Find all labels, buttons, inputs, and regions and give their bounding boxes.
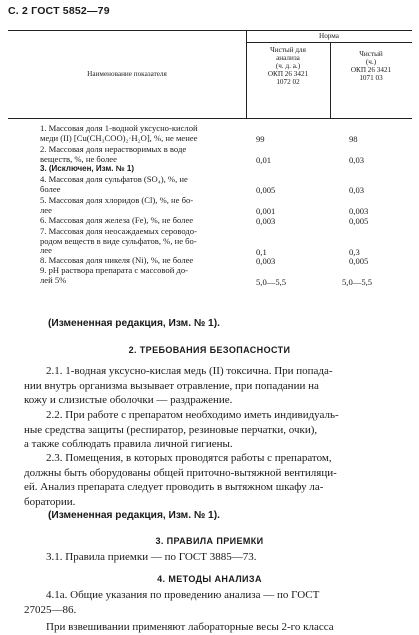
table-row: 2. Массовая доля нерастворимых в воде веществ, %, не более <box>40 144 187 164</box>
col-cda-header: Чистый для анализа (ч. д. а.) ОКП 26 3421 1072 02 <box>267 46 309 86</box>
row-value: 0,003 <box>349 206 369 216</box>
row-value: 0,01 <box>256 155 272 165</box>
paragraph-2-3: 2.3. Помещения, в которых проводятся работы с препаратом, должны быть оборудованы общей приточно-вытяжной вентиляци- ей. Анализ препарата следует проводить в вытяжном шкафу ла- боратории. <box>24 452 337 508</box>
row-value: 99 <box>256 134 265 144</box>
paragraph-3-1: 3.1. Правила приемки — по ГОСТ 3885—73. <box>46 551 257 563</box>
table-row: 8. Массовая доля никеля (Ni), %, не более <box>40 255 194 265</box>
section-4-title: 4. МЕТОДЫ АНАЛИЗА <box>157 574 262 584</box>
row-value: 0,003 <box>256 216 276 226</box>
table-row: 1. Массовая доля 1-водной уксусно-кислой меди (II) [Cu(CH₃COO)₂·H₂O], %, не менее <box>40 123 198 143</box>
paragraph-2-2: 2.2. При работе с препаратом необходимо иметь индивидуаль- ные средства защиты (респиратор, резиновые перчатки, очки), а также соблюдать правила личной гигиены. <box>24 409 339 451</box>
table-row: 7. Массовая доля неосаждаемых сероводо- родом веществ в виде сульфатов, %, не бо- лее <box>40 226 197 256</box>
table-row: 6. Массовая доля железа (Fe), %, не более <box>40 215 194 225</box>
section-3-title: 3. ПРАВИЛА ПРИЕМКИ <box>155 536 264 546</box>
row-value: 98 <box>349 134 358 144</box>
row-value: 0,03 <box>349 155 365 165</box>
table-row: 9. pH раствора препарата с массовой до- лей 5% <box>40 265 188 285</box>
table-row: 4. Массовая доля сульфатов (SO₄), %, не более <box>40 174 188 194</box>
paragraph-4-1a: 4.1а. Общие указания по проведению анализа — по ГОСТ 27025—86. <box>24 589 320 616</box>
col-indicator-header: Наименование показателя <box>87 70 167 78</box>
row-value: 0,005 <box>256 185 276 195</box>
amendment-note-1: (Измененная редакция, Изм. № 1). <box>48 318 220 329</box>
row-value: 0,005 <box>349 256 369 266</box>
row-value: 0,003 <box>256 256 276 266</box>
norm-subheader-rule <box>246 42 412 43</box>
table-header-rule <box>8 118 412 119</box>
row-value: 5,0—5,5 <box>256 277 287 287</box>
page-header: С. 2 ГОСТ 5852—79 <box>8 5 110 17</box>
row-value: 0,3 <box>349 247 360 257</box>
row-value: 0,005 <box>349 216 369 226</box>
col-ch-header: Чистый (ч.) ОКП 26 3421 1071 03 <box>350 50 392 82</box>
paragraph-2-1: 2.1. 1-водная уксусно-кислая медь (II) токсична. При попада- нии внутрь организма вызывает отравление, при попадании на кожу и слизистые оболочки — раздражение. <box>24 365 333 407</box>
paragraph-4-weighing: При взвешивании применяют лабораторные весы 2-го класса <box>46 621 334 633</box>
row-value: 0,03 <box>349 185 365 195</box>
row-value: 0,1 <box>256 247 267 257</box>
col-norm-header: Норма <box>319 32 339 40</box>
norms-table <box>8 30 412 287</box>
table-top-rule <box>8 30 412 31</box>
table-row: 3. (Исключен, Изм. № 1) <box>40 164 134 173</box>
section-2-title: 2. ТРЕБОВАНИЯ БЕЗОПАСНОСТИ <box>128 345 291 355</box>
row-value: 5,0—5,5 <box>342 277 373 287</box>
amendment-note-2: (Измененная редакция, Изм. № 1). <box>48 510 220 521</box>
table-row: 5. Массовая доля хлоридов (Cl), %, не бо- лее <box>40 195 194 215</box>
row-value: 0,001 <box>256 206 276 216</box>
